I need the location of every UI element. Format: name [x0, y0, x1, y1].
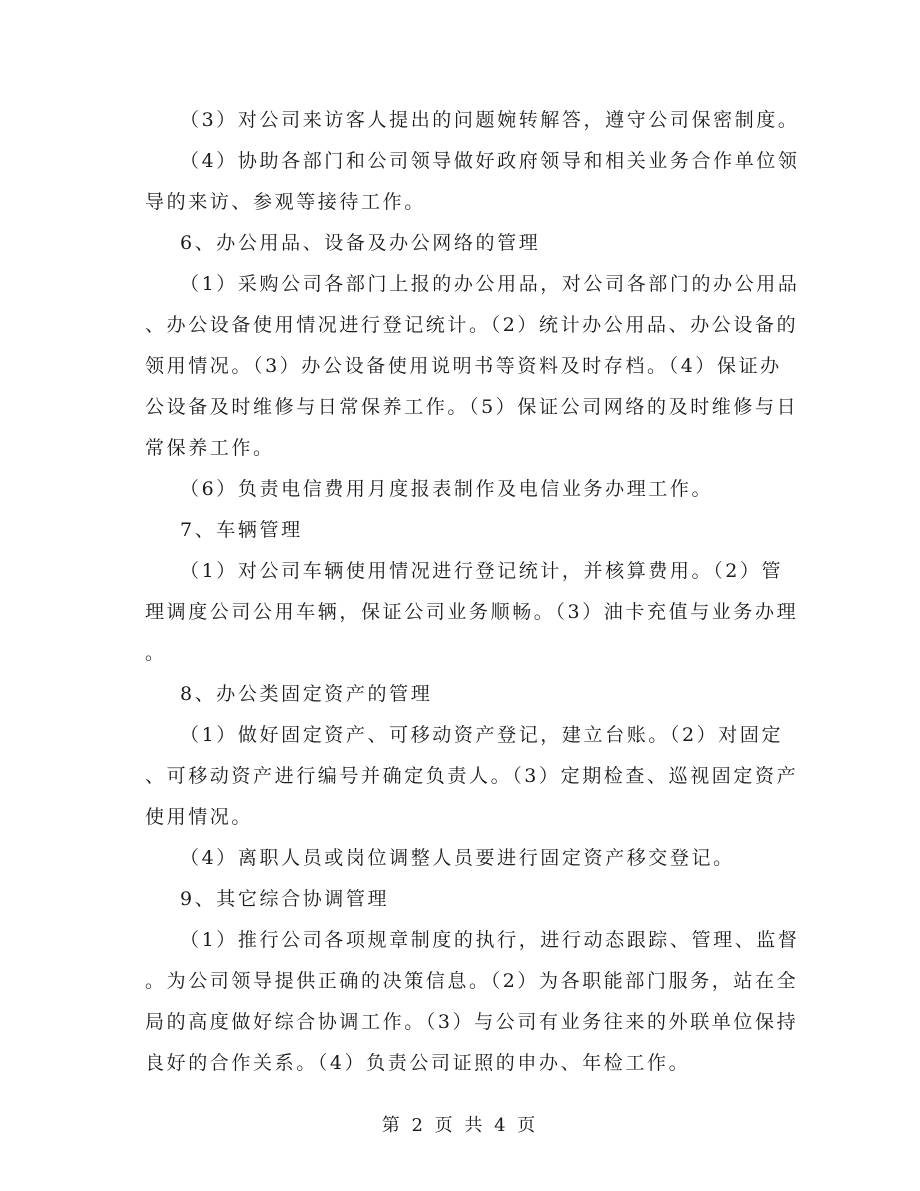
paragraph-line: 常保养工作。 [145, 437, 275, 459]
paragraph-line: 良好的合作关系。（4）负责公司证照的申办、年检工作。 [145, 1052, 691, 1074]
paragraph-line: 公设备及时维修与日常保养工作。（5）保证公司网络的及时维修与日 [145, 396, 799, 418]
section-heading: 7、车辆管理 [180, 519, 303, 541]
paragraph-line: 局的高度做好综合协调工作。（3）与公司有业务往来的外联单位保持 [145, 1011, 799, 1033]
paragraph-line: 。 [145, 642, 167, 664]
paragraph-line: （1）采购公司各部门上报的办公用品，对公司各部门的办公用品 [180, 273, 800, 295]
paragraph-line: 理调度公司公用车辆，保证公司业务顺畅。（3）油卡充值与业务办理 [145, 601, 799, 623]
section-heading: 8、办公类固定资产的管理 [180, 683, 433, 705]
paragraph-line: 导的来访、参观等接待工作。 [145, 191, 426, 213]
paragraph-line: 。为公司领导提供正确的决策信息。（2）为各职能部门服务，站在全 [145, 970, 799, 992]
paragraph-line: （4）离职人员或岗位调整人员要进行固定资产移交登记。 [180, 847, 735, 869]
section-heading: 6、办公用品、设备及办公网络的管理 [180, 232, 541, 254]
section-heading: 9、其它综合协调管理 [180, 888, 390, 910]
paragraph-line: （4）协助各部门和公司领导做好政府领导和相关业务合作单位领 [180, 150, 800, 172]
paragraph-line: 领用情况。（3）办公设备使用说明书等资料及时存档。（4）保证办 [145, 355, 782, 377]
paragraph-line: 使用情况。 [145, 806, 254, 828]
paragraph-line: 、可移动资产进行编号并确定负责人。（3）定期检查、巡视固定资产 [145, 765, 799, 787]
paragraph-line: （3）对公司来访客人提出的问题婉转解答，遵守公司保密制度。 [180, 109, 800, 131]
paragraph-line: 、办公设备使用情况进行登记统计。（2）统计办公用品、办公设备的 [145, 314, 799, 336]
paragraph-line: （1）对公司车辆使用情况进行登记统计，并核算费用。（2）管 [180, 560, 784, 582]
paragraph-line: （1）做好固定资产、可移动资产登记，建立台账。（2）对固定 [180, 724, 784, 746]
paragraph-line: （1）推行公司各项规章制度的执行，进行动态跟踪、管理、监督 [180, 929, 800, 951]
paragraph-line: （6）负责电信费用月度报表制作及电信业务办理工作。 [180, 478, 714, 500]
page-number-footer: 第 2 页 共 4 页 [381, 1115, 539, 1136]
